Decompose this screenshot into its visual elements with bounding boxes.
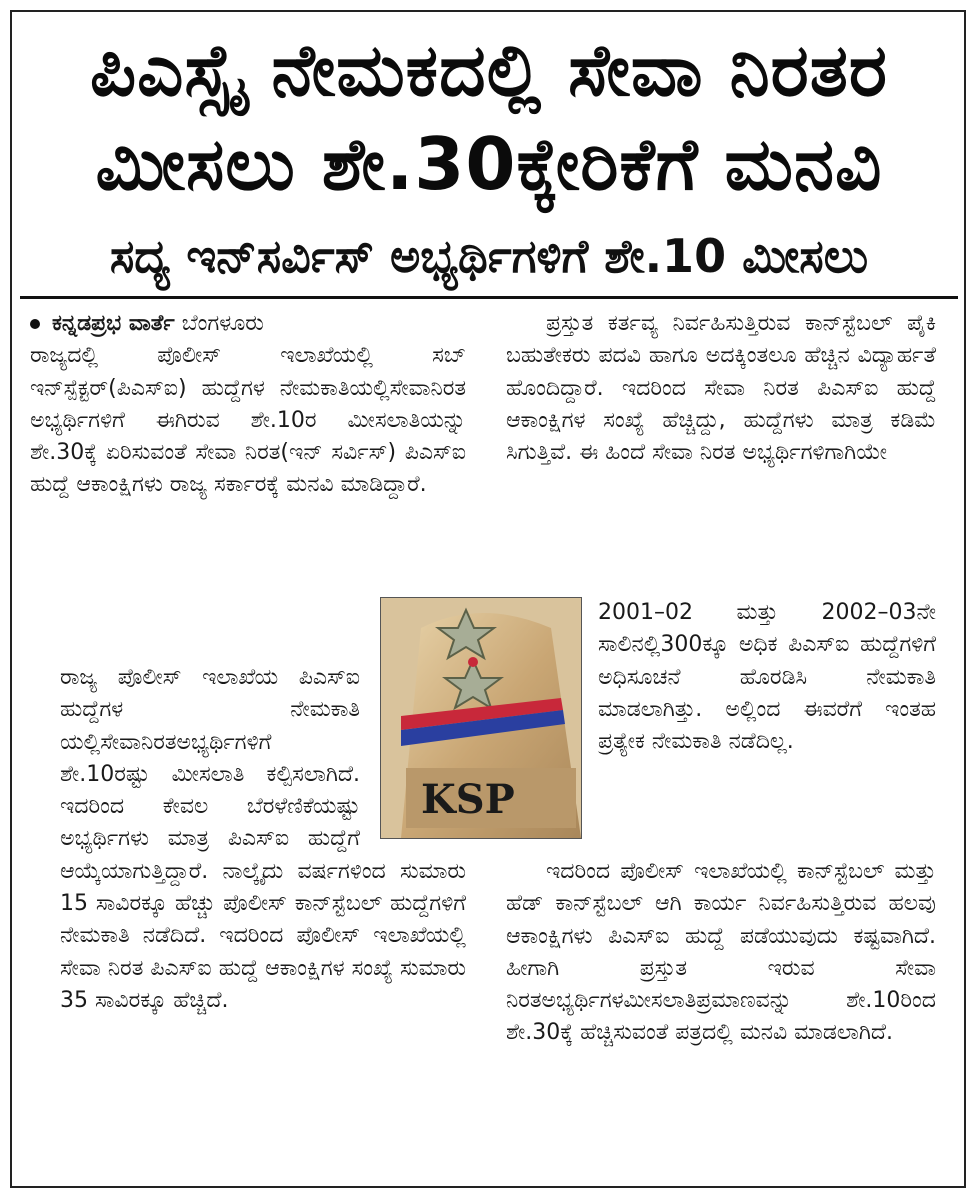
left-column-top	[30, 308, 466, 640]
subheadline: ಸದ್ಯ ಇನ್‌ಸರ್ವಿಸ್ ಅಭ್ಯರ್ಥಿಗಳಿಗೆ ಶೇ.10 ಮೀಸಲು	[109, 229, 869, 283]
byline	[30, 308, 466, 340]
badge-text: KSP	[421, 776, 515, 823]
right-column-top	[506, 308, 936, 598]
red-dot	[468, 657, 478, 667]
right-paragraph-2: ಇದರಿಂದ ಪೊಲೀಸ್ ಇಲಾಖೆಯಲ್ಲಿ ಕಾನ್‌ಸ್ಟೆಬಲ್ ಮತ್ತು ಹೆಡ್ ಕಾನ್‌ಸ್ಟೆಬಲ್ ಆಗಿ ಕಾರ್ಯ ನಿರ್ವಹಿಸುತ್ತಿರುವ ಹಲವು ಆಕಾಂಕ್ಷಿಗಳು ಪಿಎಸ್‌ಐ ಹುದ್ದೆ ಪಡೆಯುವುದು ಕಷ್ಟವಾಗಿದೆ. ಹೀಗಾಗಿ ಪ್ರಸ್ತುತ ಇರುವ ಸೇವಾ ನಿರತಅಭ್ಯರ್ಥಿಗಳಮೀಸಲಾತಿಪ್ರಮಾಣವನ್ನು ಶೇ.10ರಿಂದ ಶೇ.30ಕ್ಕೆ ಹೆಚ್ಚಿಸುವಂತೆ ಪತ್ರದಲ್ಲಿ ಮನವಿ ಮಾಡಲಾಗಿದೆ.	[506, 859, 936, 1046]
headline-line-2: ಮೀಸಲು ಶೇ.30ಕ್ಕೇರಿಕೆಗೆ ಮನವಿ	[95, 122, 883, 206]
right-paragraph-1a: ಪ್ರಸ್ತುತ ಕರ್ತವ್ಯ ನಿರ್ವಹಿಸುತ್ತಿರುವ ಕಾನ್‌ಸ್ಟೆಬಲ್ ಪೈಕಿ ಬಹುತೇಕರು ಪದವಿ ಹಾಗೂ ಅದಕ್ಕಿಂತಲೂ ಹೆಚ್ಚಿನ ವಿದ್ಯಾರ್ಹತೆ ಹೊಂದಿದ್ದಾರೆ. ಇದರಿಂದ ಸೇವಾ ನಿರತ ಪಿಎಸ್‌ಐ ಹುದ್ದೆ ಆಕಾಂಕ್ಷಿಗಳ ಸಂಖ್ಯೆ ಹೆಚ್ಚಿದ್ದು, ಹುದ್ದೆಗಳು ಮಾತ್ರ ಕಡಿಮೆ ಸಿಗುತ್ತಿವೆ. ಈ ಹಿಂದೆ ಸೇವಾ ನಿರತ ಅಭ್ಯರ್ಥಿಗಳಿಗಾಗಿಯೇ	[506, 311, 936, 466]
byline-source: ಕನ್ನಡಪ್ರಭ ವಾರ್ತೆ	[52, 311, 175, 336]
right-column-bottom	[506, 856, 936, 1166]
right-column-middle	[598, 597, 936, 855]
ksp-badge-illustration	[381, 598, 581, 838]
header-divider	[20, 296, 958, 299]
left-paragraph-1: ರಾಜ್ಯದಲ್ಲಿ ಪೊಲೀಸ್ ಇಲಾಖೆಯಲ್ಲಿ ಸಬ್ ಇನ್‌ಸ್ಪೆಕ್ಟರ್(ಪಿಎಸ್‌ಐ) ಹುದ್ದೆಗಳ ನೇಮಕಾತಿಯಲ್ಲಿಸೇವಾನಿರತ ಅಭ್ಯರ್ಥಿಗಳಿಗೆ ಈಗಿರುವ ಶೇ.10ರ ಮೀಸಲಾತಿಯನ್ನು ಶೇ.30ಕ್ಕೆ ಏರಿಸುವಂತೆ ಸೇವಾ ನಿರತ(ಇನ್ ಸರ್ವಿಸ್) ಪಿಎಸ್‌ಐ ಹುದ್ದೆ ಆಕಾಂಕ್ಷಿಗಳು ರಾಜ್ಯ ಸರ್ಕಾರಕ್ಕೆ ಮನವಿ ಮಾಡಿದ್ದಾರೆ.	[30, 343, 466, 498]
bullet-icon	[30, 319, 40, 329]
ksp-badge-photo	[380, 597, 582, 839]
byline-place: ಬೆಂಗಳೂರು	[181, 311, 264, 336]
left-paragraph-2: ರಾಜ್ಯ ಪೊಲೀಸ್ ಇಲಾಖೆಯ ಪಿಎಸ್‌ಐ ಹುದ್ದೆಗಳ ನೇಮಕಾತಿ ಯಲ್ಲಿಸೇವಾನಿರತಅಭ್ಯರ್ಥಿಗಳಿಗೆ ಶೇ.10ರಷ್ಟು ಮೀಸಲಾತಿ ಕಲ್ಪಿಸಲಾಗಿದೆ. ಇದರಿಂದ ಕೇವಲ ಬೆರಳೆಣಿಕೆಯಷ್ಟು ಅಭ್ಯರ್ಥಿಗಳು ಮಾತ್ರ ಪಿಎಸ್‌ಐ ಹುದ್ದೆಗೆ ಆಯ್ಕೆಯಾಗುತ್ತಿದ್ದಾರೆ. ನಾಲ್ಕೈದು ವರ್ಷಗಳಿಂದ ಸುಮಾರು 15 ಸಾವಿರಕ್ಕೂ ಹೆಚ್ಚು ಪೊಲೀಸ್ ಕಾನ್‌ಸ್ಟೆಬಲ್ ಹುದ್ದೆಗಳಿಗೆ ನೇಮಕಾತಿ ನಡೆದಿದೆ. ಇದರಿಂದ ಪೊಲೀಸ್ ಇಲಾಖೆಯಲ್ಲಿ ಸೇವಾ ನಿರತ ಪಿಎಸ್‌ಐ ಹುದ್ದೆ ಆಕಾಂಕ್ಷಿಗಳ ಸಂಖ್ಯೆ ಸುಮಾರು 35 ಸಾವಿರಕ್ಕೂ ಹೆಚ್ಚಿದೆ.	[60, 665, 466, 1013]
headline-line-1: ಪಿಎಸ್ಸೈ ನೇಮಕದಲ್ಲಿ ಸೇವಾ ನಿರತರ	[89, 28, 888, 112]
right-paragraph-1b: 2001–02 ಮತ್ತು 2002–03ನೇ ಸಾಲಿನಲ್ಲಿ300ಕ್ಕೂ ಅಧಿಕ ಪಿಎಸ್‌ಐ ಹುದ್ದೆಗಳಿಗೆ ಅಧಿಸೂಚನೆ ಹೊರಡಿಸಿ ನೇಮಕಾತಿ ಮಾಡಲಾಗಿತ್ತು. ಅಲ್ಲಿಂದ ಈವರೆಗೆ ಇಂತಹ ಪ್ರತ್ಯೇಕ ನೇಮಕಾತಿ ನಡೆದಿಲ್ಲ.	[598, 600, 936, 755]
